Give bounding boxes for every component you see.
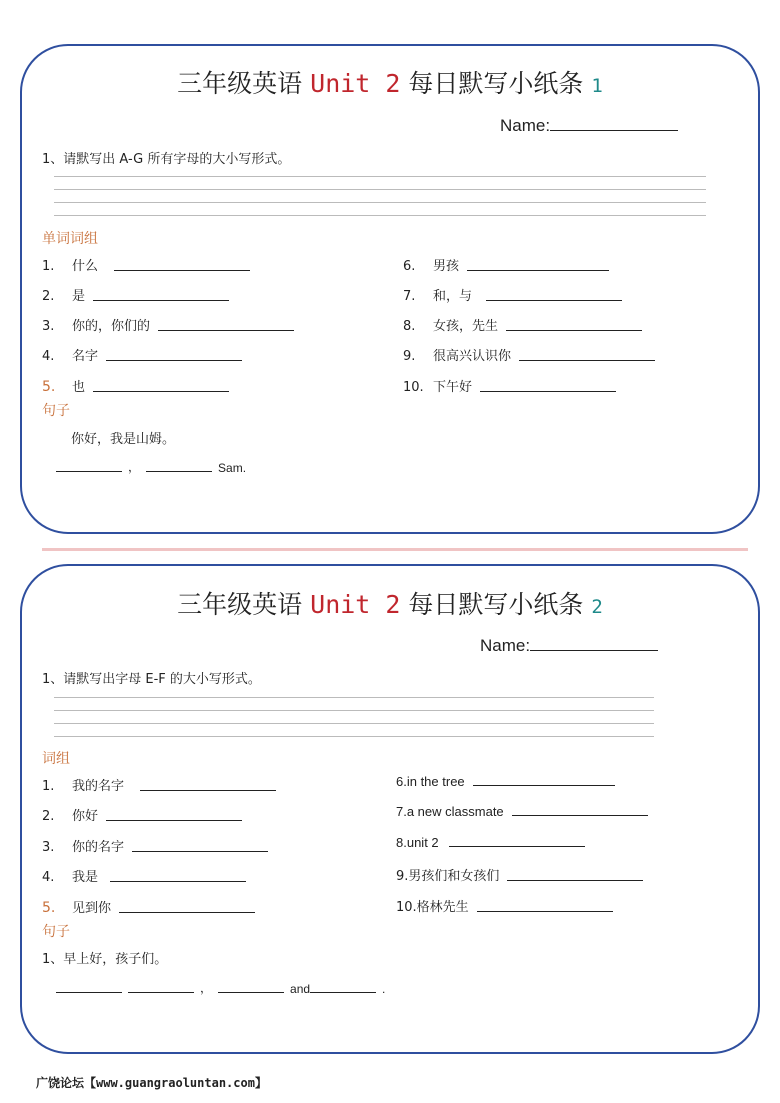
card2-section-sentence: 句子: [42, 924, 70, 940]
answer-blank[interactable]: [93, 390, 229, 392]
answer-blank[interactable]: [218, 991, 284, 993]
answer-blank[interactable]: [519, 359, 655, 361]
card1-word-7[interactable]: 7. 和，与: [403, 285, 622, 304]
card2-word-4[interactable]: 4. 我是: [42, 866, 246, 885]
answer-blank[interactable]: [146, 470, 212, 472]
answer-blank[interactable]: [473, 784, 615, 786]
card2-title: 三年级英语 Unit 2 每日默写小纸条 2: [177, 590, 603, 619]
answer-blank[interactable]: [106, 819, 242, 821]
card1-sentence-fill[interactable]: ， Sam.: [56, 458, 246, 475]
answer-blank[interactable]: [477, 910, 613, 912]
answer-blank[interactable]: [486, 299, 622, 301]
answer-blank[interactable]: [110, 880, 246, 882]
card2-word-10[interactable]: 10.格林先生: [396, 896, 613, 915]
card1-section-words: 单词词组: [42, 231, 98, 247]
answer-blank[interactable]: [140, 789, 276, 791]
card1-section-sentence: 句子: [42, 403, 70, 419]
card2-sentence-fill[interactable]: ， and .: [56, 979, 385, 996]
answer-blank[interactable]: [119, 911, 255, 913]
card2-sentence: 1、早上好，孩子们。: [42, 952, 168, 967]
card2-word-1[interactable]: 1. 我的名字: [42, 775, 276, 794]
card1-word-3[interactable]: 3. 你的，你们的: [42, 315, 294, 334]
card2-word-2[interactable]: 2. 你好: [42, 805, 242, 824]
card1-writing-lines[interactable]: [54, 176, 706, 216]
card2-word-9[interactable]: 9.男孩们和女孩们: [396, 865, 643, 884]
card1-word-5[interactable]: 5. 也: [42, 376, 229, 395]
card2-word-6[interactable]: 6.in the tree: [396, 774, 615, 789]
answer-blank[interactable]: [449, 845, 585, 847]
answer-blank[interactable]: [512, 814, 648, 816]
card2-word-7[interactable]: 7.a new classmate: [396, 804, 648, 819]
card1-sentence: 你好，我是山姆。: [71, 432, 176, 447]
card2-word-3[interactable]: 3. 你的名字: [42, 836, 268, 855]
answer-blank[interactable]: [106, 359, 242, 361]
card2-writing-lines[interactable]: [54, 697, 654, 737]
answer-blank[interactable]: [506, 329, 642, 331]
answer-blank[interactable]: [128, 991, 194, 993]
card1-word-8[interactable]: 8. 女孩，先生: [403, 315, 642, 334]
card1-word-6[interactable]: 6. 男孩: [403, 255, 609, 274]
card1-word-1[interactable]: 1. 什么: [42, 255, 250, 274]
name-line[interactable]: [530, 649, 658, 651]
card1-word-10[interactable]: 10. 下午好: [403, 376, 616, 395]
name-line[interactable]: [550, 129, 678, 131]
card2-word-5[interactable]: 5. 见到你: [42, 897, 255, 916]
answer-blank[interactable]: [158, 329, 294, 331]
card1-name-field[interactable]: Name:: [500, 116, 678, 136]
answer-blank[interactable]: [467, 269, 609, 271]
answer-blank[interactable]: [56, 470, 122, 472]
answer-blank[interactable]: [56, 991, 122, 993]
card1-question-1: 1、请默写出 A-G 所有字母的大小写形式。: [42, 152, 291, 167]
answer-blank[interactable]: [132, 850, 268, 852]
card1-word-9[interactable]: 9. 很高兴认识你: [403, 345, 655, 364]
cut-divider: [42, 548, 748, 551]
card1-word-2[interactable]: 2. 是: [42, 285, 229, 304]
card2-question-1: 1、请默写出字母 E-F 的大小写形式。: [42, 672, 261, 687]
answer-blank[interactable]: [310, 991, 376, 993]
card1-title: 三年级英语 Unit 2 每日默写小纸条 1: [177, 69, 603, 98]
answer-blank[interactable]: [507, 879, 643, 881]
answer-blank[interactable]: [93, 299, 229, 301]
answer-blank[interactable]: [480, 390, 616, 392]
card2-word-8[interactable]: 8.unit 2: [396, 835, 585, 850]
footer-source: 广饶论坛【www.guangraoluntan.com】: [36, 1076, 267, 1090]
answer-blank[interactable]: [114, 269, 250, 271]
card2-name-field[interactable]: Name:: [480, 636, 658, 656]
card1-word-4[interactable]: 4. 名字: [42, 345, 242, 364]
card2-section-words: 词组: [42, 751, 70, 767]
